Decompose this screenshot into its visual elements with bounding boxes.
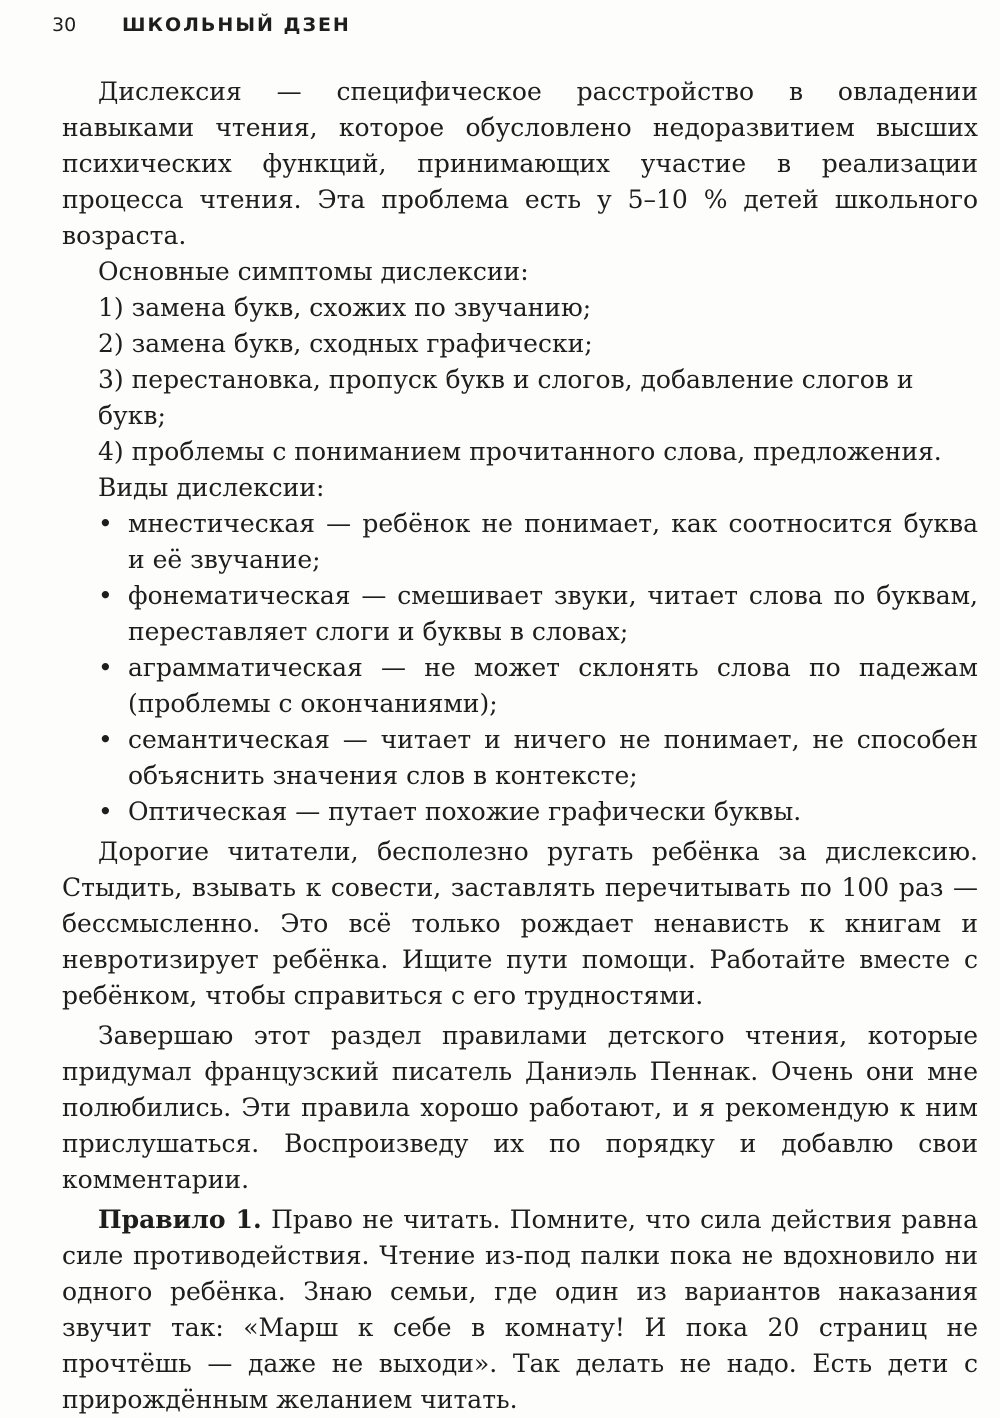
list-item: • фонематическая — смешивает звуки, читает слова по буквам, переставляет слоги и буквы в словах; [62,578,978,650]
symptom-item: 1) замена букв, схожих по звучанию; [98,293,592,322]
list-item: • Оптическая — путает похожие графически буквы. [62,794,978,830]
types-title: Виды дислексии: [98,473,325,502]
paragraph-dear-readers: Дорогие читатели, бесполезно ругать ребёнка за дислексию. Стыдить, взывать к совести, заставлять перечитывать по 100 раз — бессмысленно. Это всё только рождает ненависть к книгам и невротизирует ребёнка. Ищите пути помощи. Работайте вместе с ребёнком, чтобы справиться с его трудностями. [62,837,978,1010]
symptom-item: 2) замена букв, сходных графически; [98,329,593,358]
running-title: ШКОЛЬНЫЙ ДЗЕН [122,14,351,36]
symptom-item: 3) перестановка, пропуск букв и слогов, добавление слогов и букв; [98,365,914,430]
symptoms-title: Основные симптомы дислексии: [98,257,529,286]
dyslexia-types-list [62,506,978,830]
paragraph-pennac-rules: Завершаю этот раздел правилами детского чтения, которые придумал французский писатель Даниэль Пеннак. Очень они мне полюбились. Эти правила хорошо работают, и я рекомендую к ним прислушаться. Воспроизведу их по порядку и добавлю свои комментарии. [62,1021,978,1194]
rule-1-label: Правило 1. [98,1205,262,1234]
paragraph-dyslexia-definition: Дислексия — специфическое расстройство в овладении навыками чтения, которое обусловлено недоразвитием высших психических функций, принимающих участие в реализации процесса чтения. Эта проблема есть у 5–10 % детей школьного возраста. [62,77,978,250]
list-item: • мнестическая — ребёнок не понимает, как соотносится буква и её звучание; [62,506,978,578]
list-item: • аграмматическая — не может склонять слова по падежам (проблемы с окончаниями); [62,650,978,722]
list-item: • семантическая — читает и ничего не понимает, не способен объяснить значения слов в контексте; [62,722,978,794]
paragraph-rule-1 [62,1202,978,1418]
symptom-item: 4) проблемы с пониманием прочитанного слова, предложения. [98,437,942,466]
page-body [62,74,978,1418]
page-number: 30 [52,14,77,36]
running-header [52,14,351,48]
rule-1-text: Право не читать. Помните, что сила действия равна силе противодействия. Чтение из-под палки пока не вдохновило ни одного ребёнка. Знаю семьи, где один из вариантов наказания звучит так: «Марш к себе в комнату! И пока 20 страниц не прочтёшь — даже не выходи». Так делать не надо. Есть дети с прирождённым желанием читать. [62,1205,978,1414]
